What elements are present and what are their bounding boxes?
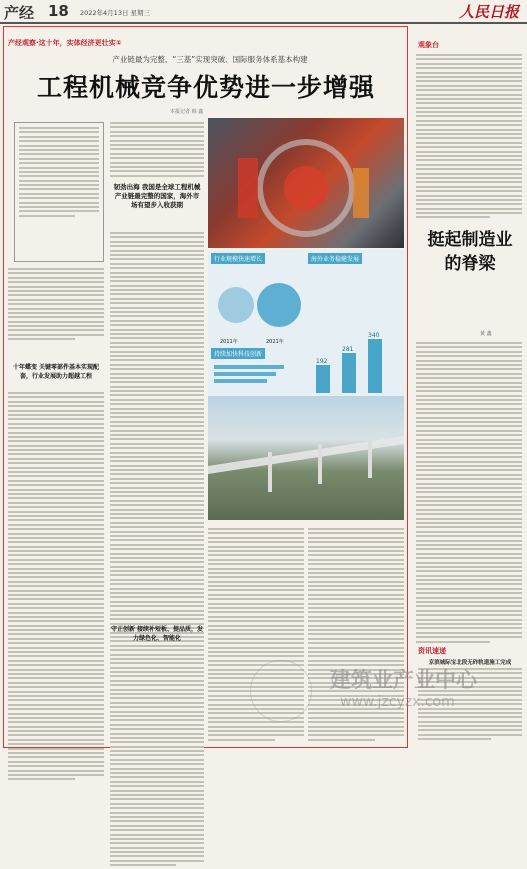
commentary-title: 挺起制造业的脊梁: [427, 230, 513, 274]
watermark-seal: [250, 660, 312, 722]
body-column-2: [110, 122, 204, 179]
bar-label-3: 340: [368, 332, 380, 339]
scale-circles: [214, 270, 304, 340]
info-head-3: 持续加快科技创新: [211, 348, 265, 359]
intro-box: [14, 122, 104, 262]
year-2021: 2021年: [266, 339, 284, 345]
bar-3: [368, 339, 382, 393]
page-number: 18: [48, 2, 69, 20]
masthead-logo: 人民日报: [458, 3, 519, 21]
body-column-2b: [110, 232, 204, 869]
right-column-tag: 观象台: [418, 41, 439, 49]
infographic: [208, 250, 404, 396]
body-column-1b: [8, 392, 104, 783]
subhead-2: 十年蝶变 关键零部件基本实现配套，行业发展助力超越工程: [12, 364, 100, 380]
bridge-shapes: [208, 396, 404, 520]
kicker: 产业链最为完整、“三基”实现突破、国际服务体系基本构建: [112, 55, 308, 64]
right-body-mid: [416, 342, 522, 645]
body-column-1: [8, 268, 104, 343]
watermark-url: www.jzcyzx.com: [340, 694, 455, 710]
photo-shapes: [208, 118, 404, 248]
header-rule: [0, 22, 527, 24]
headline: 工程机械竞争优势进一步增强: [36, 73, 375, 102]
tunnel-machine-photo: [208, 118, 404, 248]
right-body-top: [416, 54, 522, 221]
watermark-text: 建筑业产业中心: [330, 668, 477, 692]
bridge-photo: [208, 396, 404, 520]
brief-title: 京滨城际宝北段无砟轨道施工完成: [428, 660, 512, 666]
subhead-1: 韧劲出海 我国是全球工程机械产业链最完整的国家，海外市场有望步入收获期: [113, 183, 201, 209]
brief-tag: 资讯速递: [418, 647, 446, 655]
year-2011: 2011年: [220, 339, 238, 345]
bar-1: [316, 365, 330, 393]
info-head-1: 行业规模快速增长: [211, 253, 265, 264]
commentary-author: 黄 鑫: [480, 331, 492, 337]
issue-date: 2022年4月13日 星期三: [80, 9, 151, 17]
info-rows: [214, 362, 302, 386]
byline: 本报记者 韩 鑫: [170, 109, 204, 115]
body-column-4: [308, 528, 404, 743]
column-tag: 产经观察·这十年，实体经济更壮实①: [8, 39, 122, 47]
info-head-2: 海外业务稳健发展: [308, 253, 362, 264]
bar-2: [342, 353, 356, 393]
bar-label-1: 192: [316, 358, 328, 365]
section-name: 产经: [4, 4, 35, 22]
bar-label-2: 281: [342, 346, 354, 353]
subhead-3: 守正创新 接续补短板、提品质，发力绿色化、智能化: [110, 626, 204, 642]
